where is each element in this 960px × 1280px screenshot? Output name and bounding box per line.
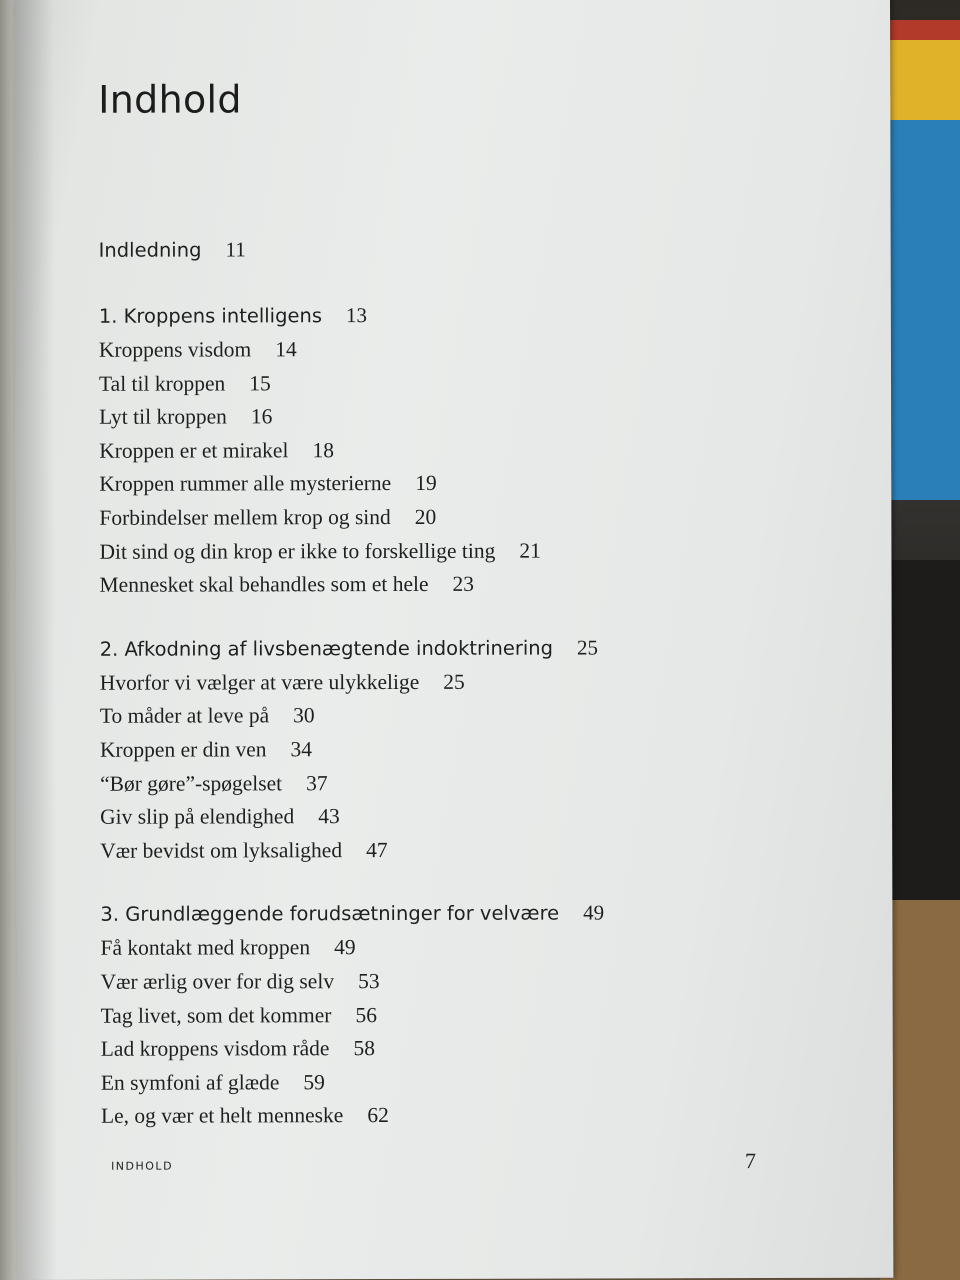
toc-page-number: 30 bbox=[293, 703, 315, 728]
toc-entry-title: Dit sind og din krop er ikke to forskellige ting bbox=[99, 538, 496, 564]
toc-entry bbox=[100, 669, 800, 704]
toc-entry-title: Kroppens visdom bbox=[98, 337, 252, 362]
toc-page-number: 62 bbox=[367, 1103, 389, 1128]
toc-entry-title: Forbindelser mellem krop og sind bbox=[99, 504, 391, 530]
toc-page-number: 59 bbox=[303, 1069, 325, 1094]
toc-heading bbox=[100, 635, 800, 671]
toc-heading-title: 1. Kroppens intelligens bbox=[98, 304, 323, 328]
toc-chapter-3 bbox=[100, 900, 801, 1137]
table-of-contents bbox=[99, 236, 801, 1138]
toc-entry bbox=[99, 504, 799, 539]
toc-entry-title: Giv slip på elendighed bbox=[100, 804, 295, 829]
toc-page-number: 49 bbox=[334, 935, 356, 960]
toc-page-number: 19 bbox=[415, 471, 437, 496]
toc-entry bbox=[101, 1001, 801, 1036]
toc-page-number: 37 bbox=[306, 770, 328, 795]
background-stripe bbox=[880, 120, 960, 500]
toc-page-number: 25 bbox=[443, 669, 465, 694]
toc-entry bbox=[99, 470, 799, 505]
toc-entry-title: Kroppen rummer alle mysterierne bbox=[99, 471, 392, 497]
toc-entry bbox=[101, 1102, 801, 1137]
toc-entry bbox=[99, 437, 799, 472]
toc-entry bbox=[100, 837, 800, 872]
toc-entry-title: Tal til kroppen bbox=[98, 371, 226, 396]
toc-page-number: 23 bbox=[452, 571, 475, 597]
toc-heading bbox=[99, 302, 799, 338]
toc-heading bbox=[99, 236, 799, 272]
toc-entry bbox=[101, 968, 801, 1003]
background-stripe bbox=[880, 20, 960, 40]
toc-entry bbox=[99, 538, 799, 573]
book-page bbox=[14, 0, 893, 1280]
toc-entry-title: Kroppen er et mirakel bbox=[99, 438, 289, 463]
toc-page-number: 11 bbox=[225, 237, 246, 262]
toc-heading-title: Indledning bbox=[98, 238, 202, 262]
toc-page-number: 53 bbox=[358, 968, 380, 994]
toc-entry-title: Kroppen er din ven bbox=[99, 737, 267, 762]
toc-page-number: 18 bbox=[312, 437, 334, 463]
toc-page-number: 13 bbox=[345, 303, 368, 328]
toc-page-number: 49 bbox=[583, 900, 605, 925]
toc-entry-title: Le, og vær et helt menneske bbox=[100, 1103, 344, 1129]
toc-entry-title: Lyt til kroppen bbox=[99, 404, 227, 429]
running-footer: INDHOLD bbox=[111, 1159, 174, 1173]
toc-entry bbox=[100, 934, 800, 969]
toc-entry bbox=[100, 769, 800, 804]
toc-entry-title: Lad kroppens visdom råde bbox=[100, 1036, 330, 1061]
toc-entry-title: Hvorfor vi vælger at være ulykkelige bbox=[99, 669, 420, 695]
toc-page-number: 58 bbox=[353, 1036, 375, 1061]
toc-heading-title: 3. Grundlæggende forudsætninger for velvære bbox=[100, 901, 560, 927]
toc-page-number: 16 bbox=[250, 404, 273, 429]
toc-page-number: 25 bbox=[576, 635, 599, 660]
toc-entry-title: Vær ærlig over for dig selv bbox=[100, 969, 335, 994]
toc-chapter-1 bbox=[99, 302, 800, 607]
toc-entry bbox=[100, 736, 800, 771]
toc-entry bbox=[100, 702, 800, 737]
toc-entry-title: To måder at leve på bbox=[99, 703, 270, 729]
toc-entry bbox=[100, 803, 800, 838]
toc-entry-title: “Bør gøre”-spøgelset bbox=[100, 770, 283, 796]
page-number: 7 bbox=[745, 1148, 757, 1174]
toc-page-number: 15 bbox=[249, 370, 271, 395]
toc-chapter-2 bbox=[100, 635, 801, 872]
toc-page-number: 14 bbox=[275, 337, 297, 362]
toc-page-number: 43 bbox=[318, 804, 340, 829]
toc-entry bbox=[99, 403, 799, 438]
page-title: Indhold bbox=[98, 77, 242, 122]
toc-entry bbox=[101, 1035, 801, 1070]
toc-entry-title: Tag livet, som det kommer bbox=[100, 1002, 332, 1028]
toc-entry-title: Få kontakt med kroppen bbox=[100, 935, 311, 961]
spine-shadow bbox=[14, 0, 57, 1280]
toc-page-number: 47 bbox=[366, 837, 388, 862]
toc-entry bbox=[99, 336, 799, 371]
toc-heading bbox=[100, 900, 800, 936]
background-stripe bbox=[880, 40, 960, 120]
toc-entry-title: Vær bevidst om lyksalighed bbox=[100, 837, 343, 863]
toc-entry bbox=[100, 571, 800, 606]
toc-entry-title: En symfoni af glæde bbox=[100, 1069, 280, 1095]
toc-entry bbox=[99, 370, 799, 405]
toc-page-number: 34 bbox=[290, 737, 313, 762]
toc-page-number: 21 bbox=[519, 538, 541, 563]
toc-entry bbox=[101, 1069, 801, 1104]
toc-page-number: 20 bbox=[414, 504, 437, 529]
toc-entry-title: Mennesket skal behandles som et hele bbox=[99, 572, 429, 597]
toc-heading-title: 2. Afkodning af livsbenægtende indoktrinering bbox=[99, 636, 554, 661]
toc-intro-section bbox=[99, 236, 799, 272]
toc-page-number: 56 bbox=[355, 1002, 377, 1027]
